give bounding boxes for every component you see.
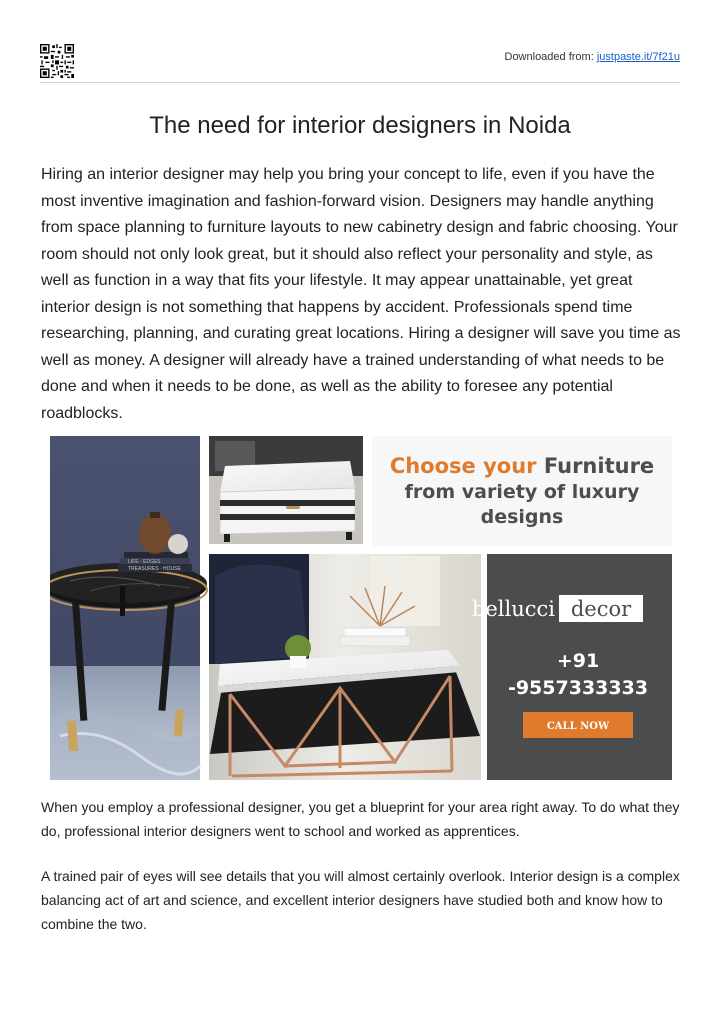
ad-contact-panel: [472, 554, 672, 780]
furniture-ad-collage: [50, 436, 672, 780]
source-prefix: Downloaded from:: [504, 51, 597, 63]
svg-text:Choose your Furniture: [390, 454, 654, 478]
qr-code-icon: [40, 44, 74, 78]
book-title-2: LIFE · EDGES: [128, 559, 161, 565]
brand-name-accent: decor: [570, 597, 632, 621]
phone-number: -9557333333: [507, 677, 649, 699]
intro-paragraph: Hiring an interior designer may help you bring your concept to life, even if you have the most inventive imagination and fashion-forward vision. Designers may handle anything from space planning to furniture layouts to new cabinetry design and fabric choosing. Your room should not only look great, but it should also reflect your personality and style, as well as function in a way that fits your lifestyle. It may appear unattainable, yet great interior design is not something that happens by accident. Professionals spend time researching, planning, and curating great locations. Hiring a designer will save you time as well as money. A designer will already have a trained understanding of what needs to be done and when it needs to be done, as well as the ability to foresee any potential roadblocks.: [41, 166, 681, 422]
blueprint-paragraph: When you employ a professional designer, you get a blueprint for your area right away. To do what they do, professional interior designers went to school and worked as apprentices.: [41, 799, 680, 839]
headline-line-2: from variety of luxury: [404, 481, 640, 503]
page-title: The need for interior designers in Noida: [149, 112, 571, 139]
headline-accent: Choose your: [389, 454, 537, 478]
trained-eyes-paragraph: A trained pair of eyes will see details that you will almost certainly overlook. Interior design is a complex balancing act of art and science, and excellent interior designers have studied both and know how to combine the two.: [41, 868, 680, 932]
brand-name: bellucci: [471, 597, 555, 621]
headline-furniture: Furniture: [543, 454, 655, 478]
header-divider: [40, 82, 680, 83]
call-now-label: CALL NOW: [546, 721, 610, 732]
phone-prefix: +91: [556, 650, 600, 672]
source-line: [505, 51, 681, 63]
photo-white-coffee-table: [209, 436, 363, 544]
source-link[interactable]: justpaste.it/7f21u: [596, 51, 680, 63]
ad-headline-panel: [372, 436, 672, 546]
book-title-1: TREASURES · HOUSE: [128, 566, 181, 572]
photo-marble-side-table: [50, 436, 207, 780]
headline-line-3: designs: [480, 506, 564, 528]
photo-rose-gold-coffee-table: [209, 554, 481, 780]
